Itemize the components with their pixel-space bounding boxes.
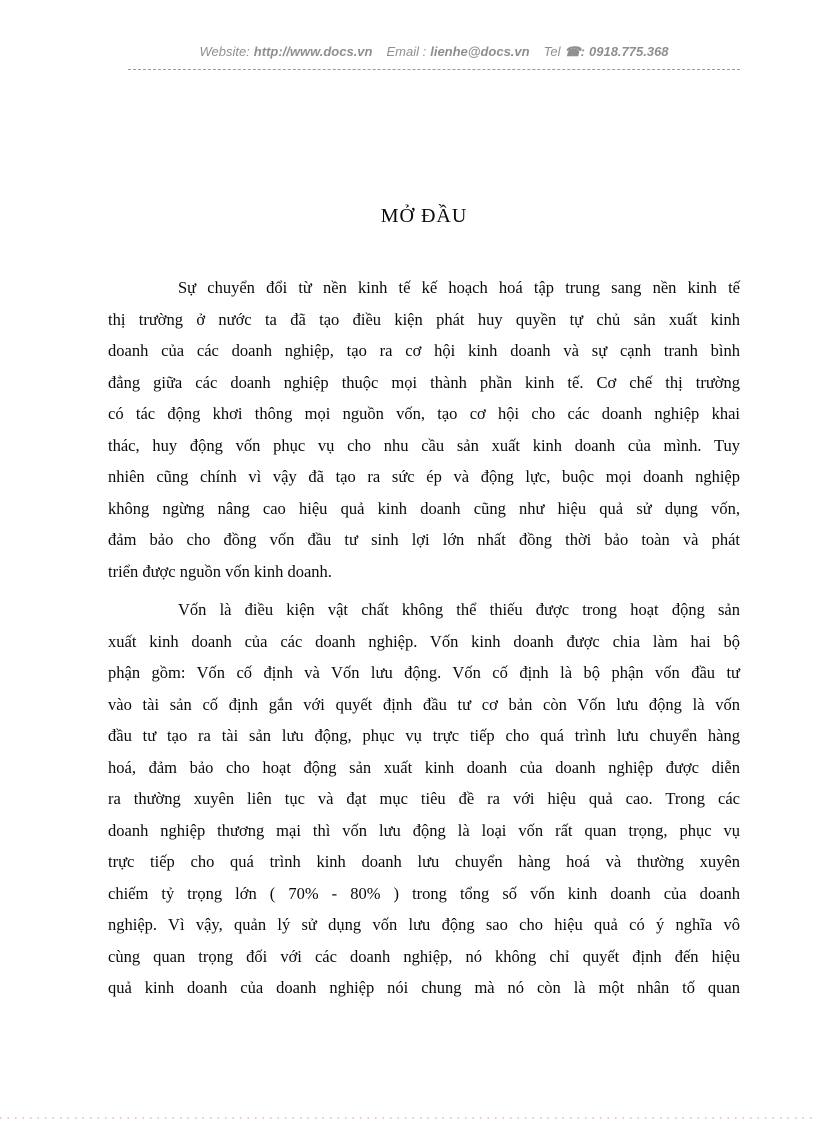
text-line: thị trường ở nước ta đã tạo điều kiện phát huy quyền tự chủ sản xuất kinh (108, 309, 740, 329)
text-line: cùng quan trọng đối với các doanh nghiệp, nó không chỉ quyết định đến hiệu (108, 946, 740, 966)
text-line: Vốn là điều kiện vật chất không thể thiếu được trong hoạt động sản (178, 600, 740, 619)
page-title: MỞ ĐẦU (380, 205, 468, 227)
website-label: Website: (199, 44, 250, 59)
text-line: hoá, đảm bảo cho hoạt động sản xuất kinh doanh của doanh nghiệp được diễn (108, 757, 740, 777)
tel-label: Tel (543, 44, 561, 59)
text-line: doanh nghiệp thương mại thì vốn lưu động là loại vốn rất quan trọng, phục vụ (108, 820, 740, 840)
tel-number: 0918.775.368 (589, 44, 669, 59)
text-line: Sự chuyển đổi từ nền kinh tế kế hoạch hoá tập trung sang nền kinh tế (178, 278, 740, 297)
text-line: triển được nguồn vốn kinh doanh. (108, 561, 332, 581)
paragraph-2 (108, 594, 740, 1004)
header-divider (128, 69, 740, 70)
text-line: có tác động khơi thông mọi nguồn vốn, tạo cơ hội cho các doanh nghiệp khai (108, 404, 740, 423)
paragraph-1 (108, 272, 740, 587)
page-header (128, 44, 740, 60)
text-line: xuất kinh doanh của các doanh nghiệp. Vốn kinh doanh được chia làm hai bộ (108, 631, 740, 651)
text-line: nhiên cũng chính vì vậy đã tạo ra sức ép và động lực, buộc mọi doanh nghiệp (108, 467, 740, 486)
text-line: trực tiếp cho quá trình kinh doanh lưu chuyển hàng hoá và thường xuyên (108, 852, 740, 871)
text-line: phận gồm: Vốn cố định và Vốn lưu động. Vốn cố định là bộ phận vốn đầu tư (108, 663, 740, 682)
text-line: doanh của các doanh nghiệp, tạo ra cơ hội kinh doanh và sự cạnh tranh bình (108, 341, 740, 360)
text-line: nghiệp. Vì vậy, quản lý sử dụng vốn lưu động sao cho hiệu quả có ý nghĩa vô (108, 915, 740, 934)
text-line: đầu tư tạo ra tài sản lưu động, phục vụ trực tiếp cho quá trình lưu chuyển hàng (108, 726, 740, 745)
text-line: ra thường xuyên liên tục và đạt mục tiêu đề ra với hiệu quả cao. Trong các (108, 789, 740, 808)
text-line: vào tài sản cố định gắn với quyết định đầu tư cơ bản còn Vốn lưu động là vốn (108, 694, 740, 714)
text-line: quả kinh doanh của doanh nghiệp nói chung mà nó còn là một nhân tố quan (108, 978, 740, 997)
text-line: đảm bảo cho đồng vốn đầu tư sinh lợi lớn nhất đồng thời bảo toàn và phát (108, 530, 740, 549)
text-line: không ngừng nâng cao hiệu quả kinh doanh cũng như hiệu quả sử dụng vốn, (108, 498, 740, 518)
website-url: http://www.docs.vn (253, 44, 373, 59)
text-line: chiếm tỷ trọng lớn ( 70% - 80% ) trong tổng số vốn kinh doanh của doanh (108, 883, 740, 903)
email-address: lienhe@docs.vn (430, 44, 530, 59)
phone-icon: ☎ (564, 44, 581, 59)
text-line: đẳng giữa các doanh nghiệp thuộc mọi thành phần kinh tế. Cơ chế thị trường (108, 372, 740, 392)
tel-colon: : (580, 44, 586, 59)
footer-divider (0, 1117, 816, 1119)
email-label: Email : (386, 44, 427, 59)
text-line: thác, huy động vốn phục vụ cho nhu cầu sản xuất kinh doanh của mình. Tuy (108, 435, 740, 455)
